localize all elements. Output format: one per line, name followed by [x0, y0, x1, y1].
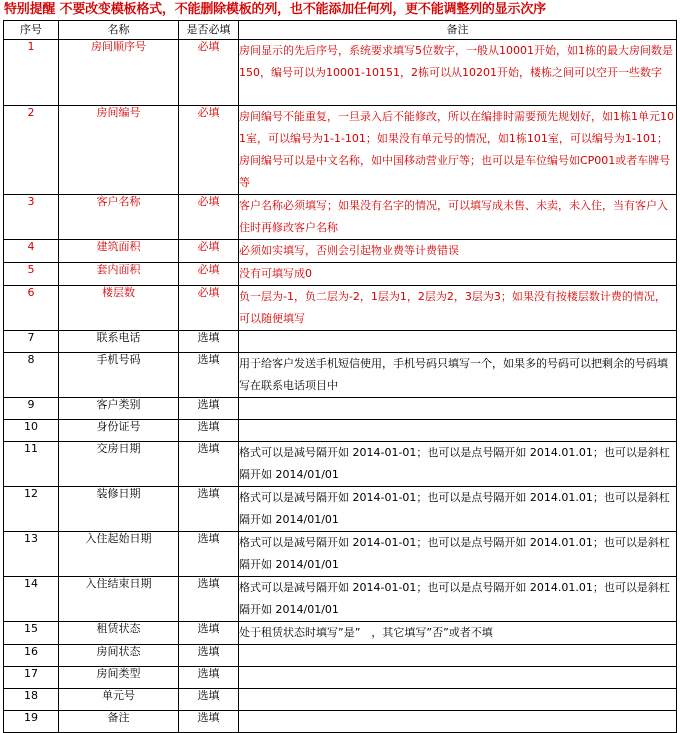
required-flag: 必填 [179, 286, 239, 331]
field-name: 套内面积 [59, 263, 179, 286]
header-note: 备注 [239, 21, 677, 40]
required-flag: 选填 [179, 442, 239, 487]
field-name: 入住结束日期 [59, 577, 179, 622]
field-note: 格式可以是减号隔开如 2014-01-01；也可以是点号隔开如 2014.01.01；也可以是斜杠隔开如 2014/01/01 [239, 442, 677, 487]
field-note [239, 711, 677, 733]
field-name: 客户类别 [59, 398, 179, 420]
field-name: 手机号码 [59, 353, 179, 398]
field-note: 处于租赁状态时填写”是” ，其它填写”否”或者不填 [239, 622, 677, 645]
required-flag: 选填 [179, 622, 239, 645]
field-name: 租赁状态 [59, 622, 179, 645]
table-row [4, 398, 677, 420]
table-row [4, 331, 677, 353]
row-number: 8 [4, 353, 59, 398]
required-flag: 选填 [179, 353, 239, 398]
row-number: 12 [4, 487, 59, 532]
table-row [4, 286, 677, 331]
row-number: 10 [4, 420, 59, 442]
field-note [239, 689, 677, 711]
field-note: 客户名称必须填写；如果没有名字的情况，可以填写成未售、未卖，未入住，当有客户入住时再修改客户名称 [239, 195, 677, 240]
field-note [239, 645, 677, 667]
field-name: 房间编号 [59, 106, 179, 195]
field-name: 楼层数 [59, 286, 179, 331]
field-spec-table [3, 20, 677, 733]
row-number: 17 [4, 667, 59, 689]
header-name: 名称 [59, 21, 179, 40]
required-flag: 选填 [179, 420, 239, 442]
warning-banner: 特别提醒 不要改变模板格式，不能删除模板的列，也不能添加任何列，更不能调整列的显示次序 [4, 2, 546, 17]
field-note [239, 667, 677, 689]
field-name: 建筑面积 [59, 240, 179, 263]
field-note [239, 398, 677, 420]
row-number: 4 [4, 240, 59, 263]
table-row [4, 577, 677, 622]
table-row [4, 622, 677, 645]
table-row [4, 195, 677, 240]
row-number: 7 [4, 331, 59, 353]
table-row [4, 689, 677, 711]
required-flag: 必填 [179, 40, 239, 106]
required-flag: 必填 [179, 106, 239, 195]
table-row [4, 106, 677, 195]
row-number: 5 [4, 263, 59, 286]
required-flag: 选填 [179, 532, 239, 577]
table-body [4, 40, 677, 733]
required-flag: 选填 [179, 689, 239, 711]
required-flag: 选填 [179, 331, 239, 353]
table-row [4, 667, 677, 689]
row-number: 18 [4, 689, 59, 711]
field-name: 房间顺序号 [59, 40, 179, 106]
table-row [4, 487, 677, 532]
field-note: 用于给客户发送手机短信使用，手机号码只填写一个，如果多的号码可以把剩余的号码填写在联系电话项目中 [239, 353, 677, 398]
row-number: 1 [4, 40, 59, 106]
row-number: 3 [4, 195, 59, 240]
table-row [4, 645, 677, 667]
required-flag: 选填 [179, 667, 239, 689]
table-row [4, 532, 677, 577]
header-no: 序号 [4, 21, 59, 40]
field-name: 身份证号 [59, 420, 179, 442]
header-required: 是否必填 [179, 21, 239, 40]
row-number: 14 [4, 577, 59, 622]
table-row [4, 353, 677, 398]
row-number: 2 [4, 106, 59, 195]
row-number: 16 [4, 645, 59, 667]
field-name: 单元号 [59, 689, 179, 711]
field-note [239, 420, 677, 442]
table-row [4, 240, 677, 263]
field-name: 装修日期 [59, 487, 179, 532]
required-flag: 选填 [179, 487, 239, 532]
table-row [4, 263, 677, 286]
table-row [4, 40, 677, 106]
field-note: 房间编号不能重复，一旦录入后不能修改，所以在编排时需要预先规划好，如1栋1单元101室，可以编号为1-1-101；如果没有单元号的情况，如1栋101室，可以编号为1-101；房间编号可以是中文名称，如中国移动营业厅等；也可以是车位编号如CP001或者车牌号等 [239, 106, 677, 195]
field-name: 房间状态 [59, 645, 179, 667]
field-note: 格式可以是减号隔开如 2014-01-01；也可以是点号隔开如 2014.01.01；也可以是斜杠隔开如 2014/01/01 [239, 577, 677, 622]
required-flag: 选填 [179, 711, 239, 733]
required-flag: 选填 [179, 577, 239, 622]
field-name: 客户名称 [59, 195, 179, 240]
required-flag: 选填 [179, 398, 239, 420]
row-number: 11 [4, 442, 59, 487]
field-note [239, 331, 677, 353]
row-number: 13 [4, 532, 59, 577]
table-row [4, 711, 677, 733]
field-name: 联系电话 [59, 331, 179, 353]
field-note: 必须如实填写，否则会引起物业费等计费错误 [239, 240, 677, 263]
field-name: 备注 [59, 711, 179, 733]
row-number: 19 [4, 711, 59, 733]
field-note: 格式可以是减号隔开如 2014-01-01；也可以是点号隔开如 2014.01.01；也可以是斜杠隔开如 2014/01/01 [239, 532, 677, 577]
field-name: 交房日期 [59, 442, 179, 487]
required-flag: 必填 [179, 195, 239, 240]
field-name: 房间类型 [59, 667, 179, 689]
row-number: 6 [4, 286, 59, 331]
field-note: 格式可以是减号隔开如 2014-01-01；也可以是点号隔开如 2014.01.01；也可以是斜杠隔开如 2014/01/01 [239, 487, 677, 532]
field-note: 没有可填写成0 [239, 263, 677, 286]
required-flag: 必填 [179, 263, 239, 286]
required-flag: 必填 [179, 240, 239, 263]
field-note: 负一层为-1，负二层为-2，1层为1，2层为2，3层为3；如果没有按楼层数计费的情况，可以随便填写 [239, 286, 677, 331]
table-row [4, 442, 677, 487]
required-flag: 选填 [179, 645, 239, 667]
table-row [4, 420, 677, 442]
row-number: 15 [4, 622, 59, 645]
field-note: 房间显示的先后序号，系统要求填写5位数字，一般从10001开始，如1栋的最大房间数是150，编号可以为10001-10151，2栋可以从10201开始，楼栋之间可以空开一些数字 [239, 40, 677, 106]
row-number: 9 [4, 398, 59, 420]
header-row [4, 21, 677, 40]
field-name: 入住起始日期 [59, 532, 179, 577]
